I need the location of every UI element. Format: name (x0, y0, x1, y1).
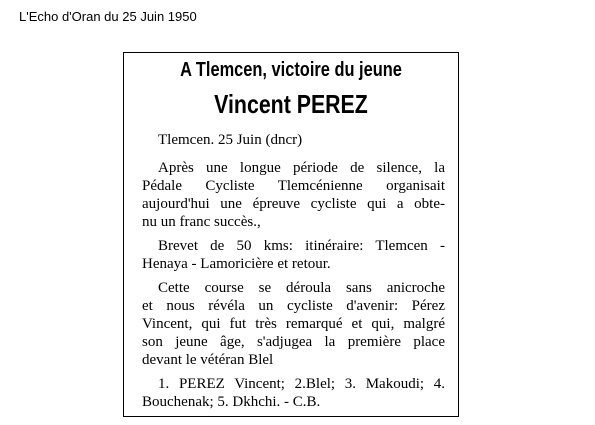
newspaper-clipping (123, 52, 459, 417)
paragraph-2-line-2: Henaya - Lamoricière et retour. (142, 256, 331, 272)
dateline: Tlemcen. 25 Juin (dncr) (158, 132, 303, 148)
paragraph-1-line-3: aujourd'hui une épreuve cycliste qui a obte- (142, 196, 445, 212)
paragraph-3-line-2: et nous révéla un cycliste d'avenir: Pérez (142, 298, 445, 314)
source-caption: L'Echo d'Oran du 25 Juin 1950 (19, 9, 197, 24)
paragraph-3-line-4: son jeune âge, s'adjugea la première place (142, 334, 445, 350)
headline-line-1: A Tlemcen, victoire du jeune (180, 59, 402, 81)
paragraph-3-line-1: Cette course se déroula sans anicroche (158, 280, 445, 296)
paragraph-2-line-1: Brevet de 50 kms: itinéraire: Tlemcen - (158, 238, 445, 254)
results-line-1: 1. PEREZ Vincent; 2.Blel; 3. Makoudi; 4. (158, 376, 445, 392)
paragraph-1-line-2: Pédale Cycliste Tlemcénienne organisait (142, 178, 445, 194)
headline-line-2: Vincent PEREZ (214, 89, 368, 119)
paragraph-1-line-4: nu un franc succès., (142, 214, 261, 230)
paragraph-1-line-1: Après une longue période de silence, la (158, 160, 445, 176)
paragraph-3-line-3: Vincent, qui fut très remarqué et qui, malgré (142, 316, 445, 332)
results-line-2: Bouchenak; 5. Dkhchi. - C.B. (142, 394, 321, 410)
paragraph-3-line-5: devant le vétéran Blel (142, 352, 274, 368)
